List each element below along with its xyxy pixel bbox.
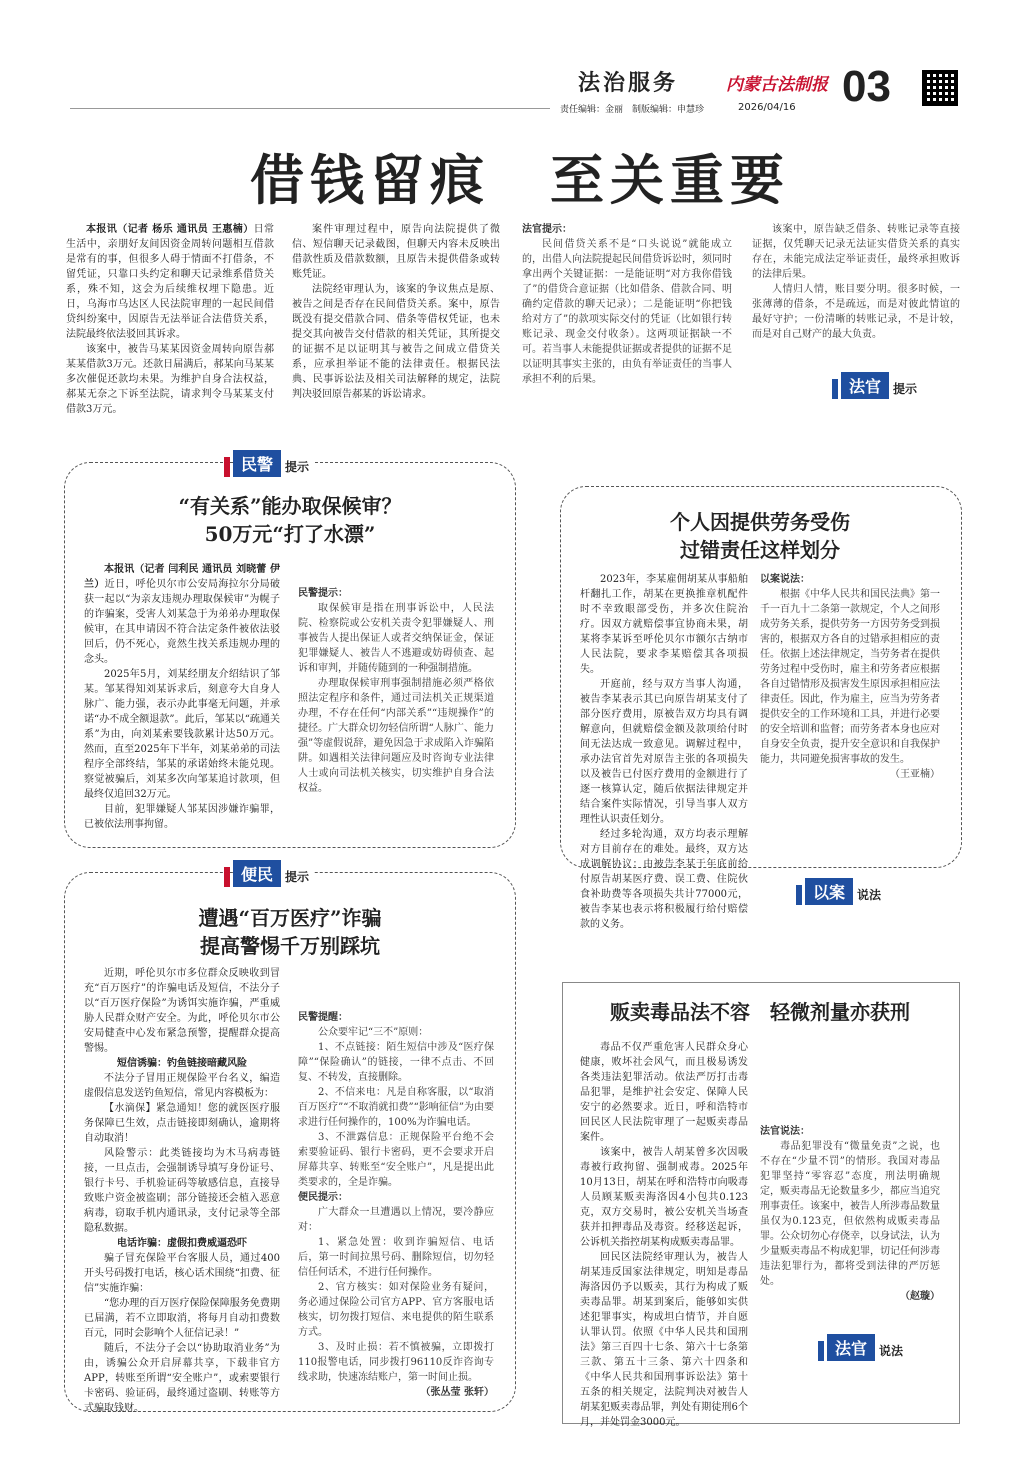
fraud-author: （张丛莹 张轩） — [420, 1387, 494, 1398]
fraud-tip-heading-2: 便民提示： — [298, 1192, 348, 1203]
police-col-2 — [298, 586, 494, 796]
labor-tag-block: 以案 — [805, 878, 853, 905]
labor-headline-2: 过错责任这样划分 — [680, 538, 840, 562]
labor-tag-label: 说法 — [853, 886, 885, 905]
labor-para-3: 经过多轮沟通，双方均表示理解对方目前存在的难处。最终，双方达成调解协议：由被告李某于年底前给付原告胡某医疗费、误工费、住院伙食补助费等各项损失共计77000元，被告李某也表示将积极履行给付赔偿款的义务。 — [580, 829, 748, 930]
issue-date: 2026/04/16 — [738, 102, 796, 113]
police-byline: 本报讯（记者 闫利民 通讯员 刘晓蕾 伊兰） — [84, 564, 280, 590]
fraud-subhead-2: 电话诈骗：虚假扣费威逼恐吓 — [117, 1238, 247, 1249]
lead-tip-2: 该案中，原告缺乏借条、转账记录等直接证据，仅凭聊天记录无法证实借贷关系的真实存在，未能完成法定举证责任，最终承担败诉的法律后果。 — [752, 224, 960, 280]
fraud-col-2 — [298, 1010, 494, 1400]
labor-tip-heading: 以案说法： — [760, 574, 810, 585]
fraud-para-6: “您办理的百万医疗保险保障服务免费期已届满，若不立即取消，将每月自动扣费数百元，同时会影响个人征信记录！” — [84, 1298, 280, 1339]
lead-tip-1: 民间借贷关系不是“口头说说”就能成立的，出借人向法院提起民间借贷诉讼时，须同时拿出两个关键证据：一是能证明“对方我你借钱了”的借贷合意证据（比如借条、借款合同、明确约定借款的聊天记录）；二是能证明“你把钱给对方了”的款项实际交付的凭证（比如银行转账记录、现金交付收条）。这两项证据缺一不可。若当事人未能提供证据或者提供的证据不足以证明其事实主张的，由负有举证责任的当事人承担不利的后果。 — [522, 239, 732, 385]
fraud-tip-4: 广大群众一旦遭遇以上情况，要冷静应对： — [298, 1207, 494, 1233]
police-tag-block: 民警 — [233, 450, 281, 477]
police-tip-heading: 民警提示： — [298, 588, 348, 599]
fraud-tag-label: 提示 — [281, 868, 313, 887]
police-tag-label: 提示 — [281, 458, 313, 477]
lead-para-1: 日常生活中，亲朋好友间因资金周转问题相互借款是常有的事，但很多人碍于情面不打借条，不留凭证，只靠口头约定和聊天记录维系借贷关系，殊不知，这会为后续维权埋下隐患。近日，乌海市乌达区人民法院审理的一起民间借贷纠纷案中，因原告无法举证合法借贷关系，法院最终依法驳回其诉求。 — [66, 224, 274, 340]
labor-col-1 — [580, 572, 748, 932]
police-headline-2: 50万元“打了水漂” — [204, 522, 376, 546]
lead-para-4: 法院经审理认为，该案的争议焦点是原、被告之间是否存在民间借贷关系。案中，原告既没有提交借款合同、借条等借权凭证，也未提交其向被告交付借款的相关凭证，其所提交的证据不足以证明其与被告之间成立借贷关系，应承担举证不能的法律责任。根据民法典、民事诉讼法及相关司法解释的规定，法院判决驳回原告郝某的诉讼请求。 — [292, 284, 500, 400]
labor-headline-1: 个人因提供劳务受伤 — [670, 510, 850, 534]
lead-tip-3: 人情归人情，账目要分明。很多时候，一张薄薄的借条，不是疏远，而是对彼此情谊的最好守护；一份清晰的转账记录，不是计较，而是对自己财产的最大负责。 — [752, 284, 960, 340]
police-para-3: 目前，犯罪嫌疑人邹某因涉嫌诈骗罪，已被依法刑事拘留。 — [84, 804, 280, 830]
fraud-para-3: 【水滴保】紧急通知！您的就医医疗服务保障已生效，点击链接即刻确认，逾期将自动取消！ — [84, 1103, 280, 1144]
drug-col-2 — [760, 1124, 940, 1304]
lead-headline: 借钱留痕 至关重要 — [250, 148, 790, 212]
fraud-para-2: 不法分子冒用正规保险平台名义，编造虚假信息发送钓鱼短信，常见内容模板为： — [84, 1073, 280, 1099]
fraud-tip-heading: 民警提醒： — [298, 1012, 348, 1023]
fraud-para-1: 近期，呼伦贝尔市多位群众反映收到冒充“百万医疗”的诈骗电话及短信，不法分子以“百万医疗保险”为诱饵实施诈骗，严重威胁人民群众财产安全。为此，呼伦贝尔市公安局健查中心发布紧急预警，提醒群众提高警惕。 — [84, 968, 280, 1054]
header-rule — [70, 108, 550, 109]
fraud-tag-block: 便民 — [233, 860, 281, 887]
lead-col-1 — [66, 222, 274, 417]
fraud-headline-2: 提高警惕千万别踩坑 — [200, 934, 380, 958]
police-headline-1: “有关系”能办取保候审？ — [178, 494, 402, 518]
drug-tag-label: 说法 — [875, 1342, 907, 1361]
fraud-headline-1: 遭遇“百万医疗”诈骗 — [198, 906, 382, 930]
police-para-2: 2025年5月，刘某经朋友介绍结识了邹某。邹某得知刘某诉求后，刻意夸大自身人脉广、能力强，表示办此事毫无问题，并承诺“办不成全额退款”。此后，邹某以“疏通关系”为由，向刘某索要钱款累计达50万元。然而，直至2025年下半年，刘某弟弟的司法程序全部终结，邹某的承诺始终未能兑现。察觉被骗后，刘某多次向邹某追讨款项，但最终仅追回32万元。 — [84, 669, 280, 800]
fraud-tip-5: 1、紧急处置：收到诈骗短信、电话后，第一时间拉黑号码、删除短信，切勿轻信任何话术，不进行任何操作。 — [298, 1237, 494, 1278]
fraud-tip-1: 1、不点链接：陌生短信中涉及“医疗保障”“保险确认”的链接，一律不点击、不回复、不转发，直接删除。 — [298, 1042, 494, 1083]
labor-para-2: 开庭前，经与双方当事人沟通，被告李某表示其已向原告胡某支付了部分医疗费用，原被告双方均具有调解意向，但就赔偿金额及款项给付时间无法达成一致意见。调解过程中，承办法官首先对原告主张的各项损失以及被告已付医疗费用的金额进行了逐一核算认定，随后依据法律规定并结合案件实际情况，引导当事人双方理性认识责任划分。 — [580, 679, 748, 825]
drug-para-3: 回民区法院经审理认为，被告人胡某违反国家法律规定，明知是毒品海洛因仍予以贩卖，其行为构成了贩卖毒品罪。胡某到案后，能够如实供述犯罪事实，构成坦白情节，并自愿认罪认罚。依照《中华人民共和国刑法》第三百四十七条、第六十七条第三款、第五十三条、第六十四条和《中华人民共和国刑事诉讼法》第十五条的相关规定，法院判决对被告人胡某犯贩卖毒品罪，判处有期徒刑6个月，并处罚金3000元。 — [580, 1252, 748, 1428]
fraud-para-7: 随后，不法分子会以“协助取消业务”为由，诱骗公众开启屏幕共享，下载非官方APP，转账至所谓“安全账户”，或索要银行卡密码、验证码，最终通过盗刷、转账等方式骗取钱财。 — [84, 1343, 280, 1414]
police-tip-1: 取保候审是指在刑事诉讼中，人民法院、检察院或公安机关责令犯罪嫌疑人、刑事被告人提出保证人或者交纳保证金，保证犯罪嫌疑人、被告人不逃避或妨碍侦查、起诉和审判，并随传随到的一种强制措施。 — [298, 603, 494, 674]
fraud-tip-3: 3、不泄露信息：正规保险平台绝不会索要验证码、银行卡密码，更不会要求开启屏幕共享、转账至“安全账户”，凡是提出此类要求的，全是诈骗。 — [298, 1132, 494, 1188]
fraud-col-1 — [84, 966, 280, 1416]
police-tag — [224, 450, 313, 477]
police-col-1 — [84, 562, 280, 832]
police-tip-2: 办理取保候审刑事强制措施必须严格依照法定程序和条件，通过司法机关正规渠道办理，不存在任何“内部关系”“违规操作”的捷径。广大群众切勿轻信所谓“人脉广、能力强”等虚假说辞，避免因急于求成陷入诈骗陷阱。如遇相关法律问题应及时咨询专业法律人士或向司法机关核实，切实维护自身合法权益。 — [298, 678, 494, 794]
police-headline — [100, 492, 480, 548]
drug-para-1: 毒品不仅严重危害人民群众身心健康，败坏社会风气，而且极易诱发各类违法犯罪活动。依法严厉打击毒品犯罪，是维护社会安定、保障人民安宁的必然要求。近日，呼和浩特市回民区人民法院审理了一起贩卖毒品案件。 — [580, 1042, 748, 1143]
editors-line: 责任编辑：金丽 制版编辑：申慧珍 — [560, 105, 705, 115]
fraud-para-5: 骗子冒充保险平台客服人员，通过400开头号码拨打电话，核心话术围绕“扣费、征信”实施诈骗： — [84, 1253, 280, 1294]
lead-tip-heading: 法官提示： — [522, 224, 572, 235]
fraud-tip-0: 公众要牢记“三不”原则： — [318, 1027, 429, 1038]
labor-para-1: 2023年，李某雇佣胡某从事船舶杆翻扎工作，胡某在更换推章机配件时不幸致眼部受伤，并多次住院治疗。因双方就赔偿事宜协商未果，胡某将李某诉至呼伦贝尔市额尔古纳市人民法院，要求李某赔偿其各项损失。 — [580, 574, 748, 675]
labor-author: （王亚楠） — [890, 769, 940, 780]
lead-tag-block: 法官 — [841, 372, 889, 399]
lead-para-2: 该案中，被告马某某因资金周转向原告郝某某借款3万元。还款日届满后，郝某向马某某多次催促还款均未果。为维护自身合法权益，郝某无奈之下诉至法院，请求判令马某某支付借款3万元。 — [66, 344, 274, 415]
fraud-tip-7: 3、及时止损：若不慎被骗，立即拨打110报警电话，同步拨打96110反诈咨询专线求助，快速冻结账户，第一时间止损。 — [298, 1342, 494, 1383]
drug-para-2: 该案中，被告人胡某曾多次因吸毒被行政拘留、强制戒毒。2025年10月13日，胡某在呼和浩特市向吸毒人员顾某贩卖海洛因4小包共0.123克，双方交易时，被公安机关当场查获并扣押毒品及毒资。经移送起诉，公诉机关指控胡某构成贩卖毒品罪。 — [580, 1147, 748, 1248]
page-number: 03 — [842, 62, 891, 111]
drug-judge-tag — [818, 1334, 907, 1361]
drug-tip-heading: 法官说法： — [760, 1126, 810, 1137]
qr-code-icon — [922, 70, 958, 106]
drug-author: （赵璇） — [900, 1291, 940, 1302]
labor-col-2 — [760, 572, 940, 782]
drug-col-1 — [580, 1040, 748, 1430]
lead-para-3: 案件审理过程中，原告向法院提供了微信、短信聊天记录截图，但聊天内容未反映出借款性质及借款数额，且原告未提供借条或转账凭证。 — [292, 224, 500, 280]
fraud-headline — [100, 904, 480, 960]
labor-tip-1: 根据《中华人民共和国民法典》第一千一百九十二条第一款规定，个人之间形成劳务关系，提供劳务一方因劳务受到损害的，根据双方各自的过错承担相应的责任。依据上述法律规定，当劳务者在提供劳务过程中受伤时，雇主和劳务者应根据各自过错情形及损害发生原因承担相应法律责任。因此，作为雇主，应当为劳务者提供安全的工作环境和工具，并进行必要的安全培训和监督；而劳务者本身也应对自身安全负责，提升安全意识和自我保护能力，共同避免损害事故的发生。 — [760, 589, 940, 765]
police-para-1: 近日，呼伦贝尔市公安局海拉尔分局破获一起以“为亲友违规办理取保候审”为幌子的诈骗案，受害人刘某急于为弟弟办理取保候审，在其申请因不符合法定条件被依法驳回后，仍不死心，竟然生找关系违规办理的念头。 — [84, 579, 281, 665]
paper-name-logo: 内蒙古法制报 — [726, 75, 828, 95]
section-title: 法治服务 — [578, 71, 679, 96]
fraud-tag — [224, 860, 313, 887]
fraud-tip-6: 2、官方核实：如对保险业务有疑问，务必通过保险公司官方APP、官方客服电话核实，切勿拨打短信、来电提供的陌生联系方式。 — [298, 1282, 494, 1338]
fraud-para-4: 风险警示：此类链接均为木马病毒链接，一旦点击，会强制诱导填写身份证号、银行卡号、手机验证码等敏感信息，直接导致账户资金被盗刷；部分链接还会植入恶意病毒，窃取手机内通讯录，支付记录等全部隐私数据。 — [84, 1148, 280, 1234]
labor-headline — [590, 508, 930, 564]
drug-tip-1: 毒品犯罪没有“微量免责”之说，也不存在“少量不罚”的情形。我国对毒品犯罪坚持“零容忍”态度，刑法明确规定，贩卖毒品无论数量多少，都应当追究刑事责任。该案中，被告人所涉毒品数量虽仅为0.123克，但依然构成贩卖毒品罪。公众切勿心存侥幸，以身试法，认为少量贩卖毒品不构成犯罪，切记任何涉毒违法犯罪行为，都将受到法律的严厉惩处。 — [760, 1141, 940, 1287]
fraud-tip-2: 2、不信来电：凡是自称客服，以“取消百万医疗”“不取消就扣费”“影响征信”为由要求进行任何操作的，100%为诈骗电话。 — [298, 1087, 494, 1128]
lead-col-3 — [522, 222, 732, 387]
lead-judge-tag — [832, 372, 921, 399]
fraud-subhead-1: 短信诱骗：钓鱼链接暗藏风险 — [117, 1058, 247, 1069]
drug-tag-block: 法官 — [827, 1334, 875, 1361]
lead-tag-label: 提示 — [889, 380, 921, 399]
drug-headline: 贩卖毒品法不容 轻微剂量亦获刑 — [610, 1000, 910, 1024]
labor-case-tag — [796, 878, 885, 905]
lead-byline: 本报讯（记者 杨乐 通讯员 王惠楠） — [86, 224, 254, 235]
lead-col-2 — [292, 222, 500, 402]
lead-col-4 — [752, 222, 960, 342]
